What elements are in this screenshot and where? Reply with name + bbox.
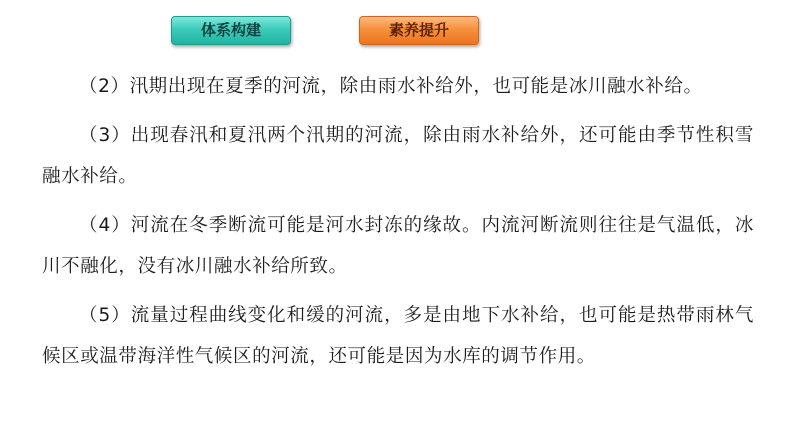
tab-literacy-improve[interactable]: 素养提升 bbox=[359, 16, 479, 45]
paragraph-5: （5）流量过程曲线变化和缓的河流，多是由地下水补给，也可能是热带雨林气候区或温带海洋性气候区的河流，还可能是因为水库的调节作用。 bbox=[42, 305, 754, 367]
paragraph-3: （3）出现春汛和夏汛两个汛期的河流，除由雨水补给外，还可能由季节性积雪融水补给。 bbox=[42, 125, 754, 187]
main-content bbox=[42, 66, 754, 385]
tab-system-build[interactable]: 体系构建 bbox=[171, 16, 291, 45]
paragraph-4: （4）河流在冬季断流可能是河水封冻的缘故。内流河断流则往往是气温低，冰川不融化，没有冰川融水补给所致。 bbox=[42, 215, 754, 277]
paragraph-2: （2）汛期出现在夏季的河流，除由雨水补给外，也可能是冰川融水补给。 bbox=[79, 76, 703, 97]
